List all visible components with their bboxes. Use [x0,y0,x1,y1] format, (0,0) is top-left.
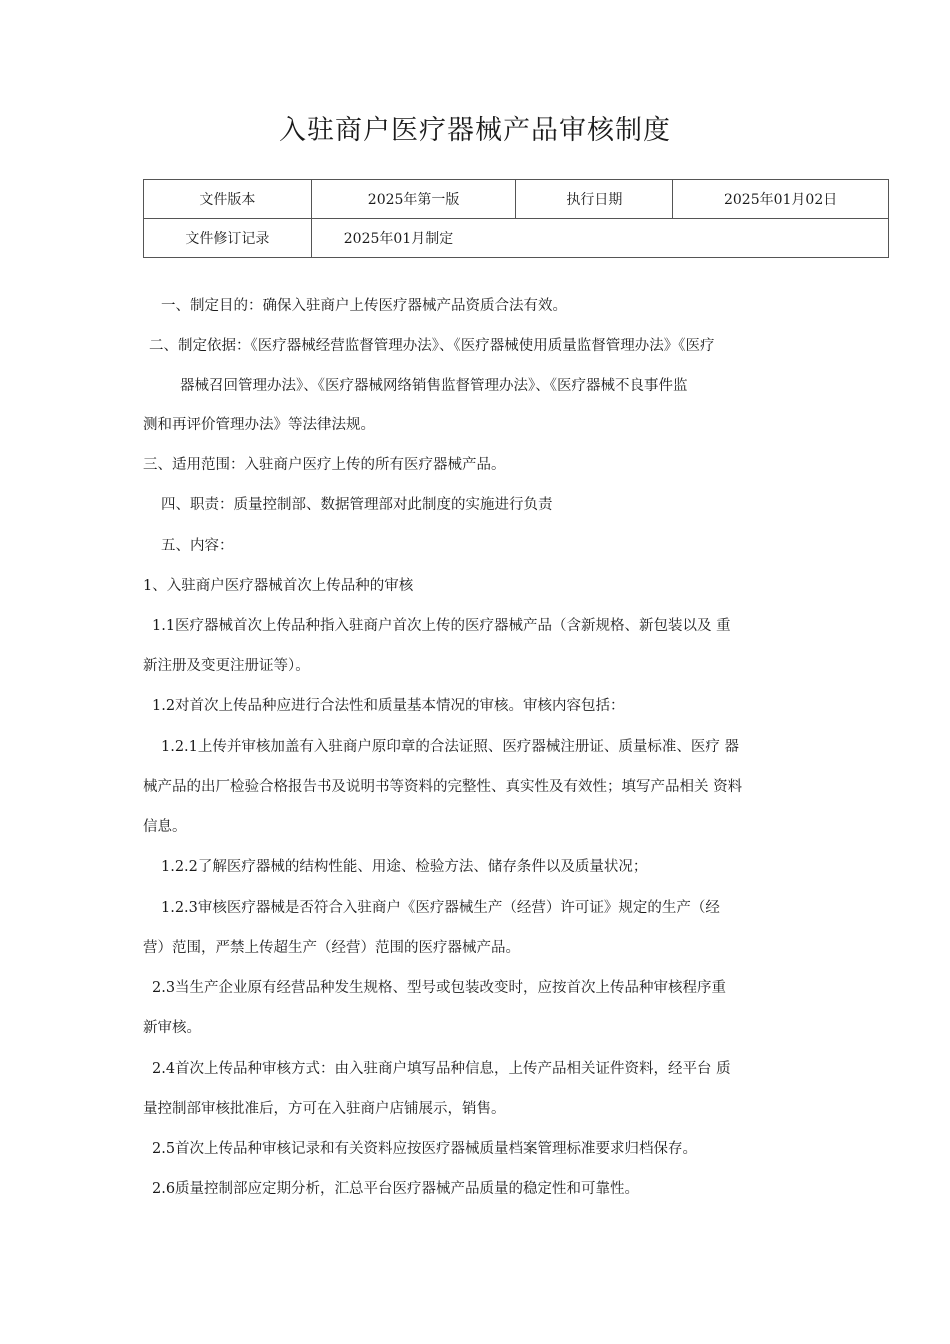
body-line: 一、制定目的：确保入驻商户上传医疗器械产品资质合法有效。 [161,298,567,314]
body-line: 二、制定依据：《医疗器械经营监督管理办法》、《医疗器械使用质量监督管理办法》《医疗 [149,338,715,354]
body-line: 2.3当生产企业原有经营品种发生规格、型号或包装改变时，应按首次上传品种审核程序重 [152,980,727,996]
table-row [144,219,889,258]
body-line: 1.2.3审核医疗器械是否符合入驻商户《医疗器械生产（经营）许可证》规定的生产（经 [161,900,720,916]
version-value: 2025年第一版 [311,180,516,219]
body-line: 1.2.2了解医疗器械的结构性能、用途、检验方法、储存条件以及质量状况； [161,859,648,875]
body-line: 三、适用范围：入驻商户医疗上传的所有医疗器械产品。 [143,457,506,473]
body-line: 四、职责：质量控制部、数据管理部对此制度的实施进行负责 [161,497,553,513]
body-line: 2.5首次上传品种审核记录和有关资料应按医疗器械质量档案管理标准要求归档保存。 [152,1141,698,1157]
body-line: 械产品的出厂检验合格报告书及说明书等资料的完整性、真实性及有效性；填写产品相关 资料 [143,779,743,795]
body-line: 营）范围，严禁上传超生产（经营）范围的医疗器械产品。 [143,940,520,956]
effective-date-value: 2025年01月02日 [673,180,889,219]
document-meta-table [143,179,889,258]
body-line: 五、内容： [161,538,234,554]
body-line: 新审核。 [143,1020,201,1036]
body-line: 器械召回管理办法》、《医疗器械网络销售监督管理办法》、《医疗器械不良事件监 [180,378,688,394]
body-line: 1.2.1上传并审核加盖有入驻商户原印章的合法证照、医疗器械注册证、质量标准、医疗 器 [161,739,739,755]
revision-value: 2025年01月制定 [311,219,888,258]
body-line: 2.4首次上传品种审核方式：由入驻商户填写品种信息，上传产品相关证件资料，经平台 质 [152,1061,731,1077]
revision-label: 文件修订记录 [144,219,312,258]
body-line: 1.2对首次上传品种应进行合法性和质量基本情况的审核。审核内容包括： [152,698,625,714]
document-title: 入驻商户医疗器械产品审核制度 [279,115,671,146]
body-line: 1.1医疗器械首次上传品种指入驻商户首次上传的医疗器械产品（含新规格、新包装以及 重 [152,618,731,634]
table-row [144,180,889,219]
body-line: 测和再评价管理办法》等法律法规。 [143,417,375,433]
body-line: 2.6质量控制部应定期分析，汇总平台医疗器械产品质量的稳定性和可靠性。 [152,1181,640,1197]
section-heading: 1、入驻商户医疗器械首次上传品种的审核 [143,578,414,594]
effective-date-label: 执行日期 [516,180,673,219]
body-line: 新注册及变更注册证等）。 [143,658,310,674]
body-line: 量控制部审核批准后，方可在入驻商户店铺展示，销售。 [143,1101,506,1117]
version-label: 文件版本 [144,180,312,219]
body-line: 信息。 [143,819,187,835]
